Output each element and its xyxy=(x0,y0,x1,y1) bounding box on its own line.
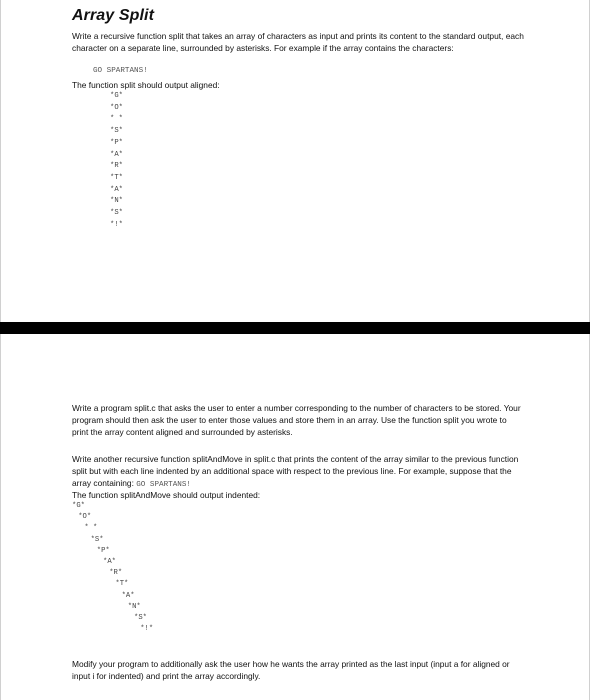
aligned-output-label: The function split should output aligned: xyxy=(72,80,220,90)
aligned-output-line: *O* xyxy=(110,103,123,112)
intro-paragraph: Write a recursive function split that takes an array of characters as input and prints its content to the standard output, each character on a separate line, surrounded by asterisks. For example if the array contains the characters: xyxy=(72,31,524,53)
document-page-1 xyxy=(0,0,590,322)
aligned-output-line: *!* xyxy=(110,220,123,229)
aligned-output-line: * * xyxy=(110,115,123,124)
aligned-output-line: *S* xyxy=(110,209,123,217)
indented-output-line: *P* xyxy=(96,546,110,555)
indented-output-line: *N* xyxy=(127,602,141,611)
indented-output-line: *A* xyxy=(103,558,116,566)
indented-output-line: *T* xyxy=(115,580,129,589)
indented-output-line: *O* xyxy=(78,513,92,522)
split-and-move-characters: GO SPARTANS! xyxy=(136,481,191,489)
indented-output-line: * * xyxy=(84,524,98,533)
indented-output-line: *S* xyxy=(134,614,147,622)
indented-output-line: *G* xyxy=(72,502,85,510)
indented-output-line: *A* xyxy=(121,591,135,600)
aligned-output-line: *N* xyxy=(110,197,123,206)
aligned-output-line: *T* xyxy=(110,173,123,182)
example-characters: GO SPARTANS! xyxy=(93,67,148,75)
modify-paragraph: Modify your program to additionally ask the user how he wants the array printed as the last input (input a for aligned or input i for indented) and print the array accordingly. xyxy=(72,659,510,681)
aligned-output-line: *R* xyxy=(110,162,123,171)
indented-output-line: *!* xyxy=(140,625,154,634)
aligned-output-line: *A* xyxy=(110,150,123,159)
aligned-output-line: *G* xyxy=(110,92,123,100)
page-title: Array Split xyxy=(72,7,155,24)
aligned-output-line: *S* xyxy=(110,127,123,136)
split-and-move-paragraph xyxy=(72,453,524,491)
indented-output-line: *S* xyxy=(90,535,104,544)
aligned-output-line: *P* xyxy=(110,138,123,147)
program-paragraph: Write a program split.c that asks the user to enter a number corresponding to the number of characters to be stored. Your program should then ask the user to enter those values and store them in an array. Use the function split you wrote to print the array content aligned and surrounded by asterisks. xyxy=(72,403,521,437)
document-page-2 xyxy=(0,334,590,700)
indented-output-line: *R* xyxy=(109,569,123,578)
aligned-output-line: *A* xyxy=(110,185,123,194)
split-and-move-text: Write another recursive function splitAndMove in split.c that prints the content of the array similar to the previous function split but with each line indented by an additional space with respect to the previous line. For example, suppose that the array containing: xyxy=(72,454,519,488)
page-separator xyxy=(0,322,590,334)
indented-output-label: The function splitAndMove should output indented: xyxy=(72,490,261,500)
